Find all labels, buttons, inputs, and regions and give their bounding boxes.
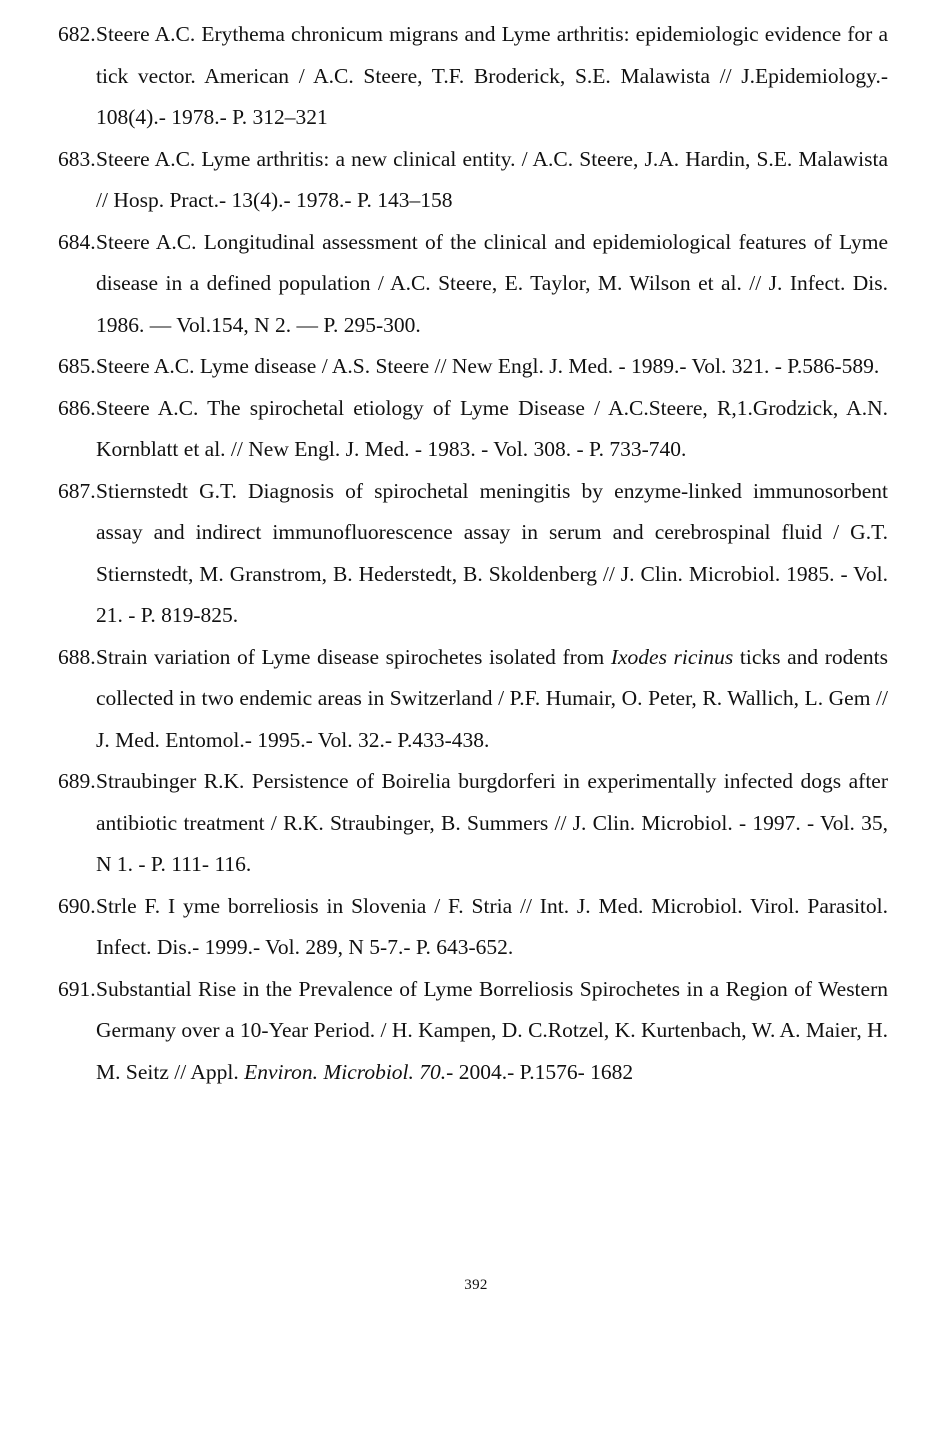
reference-number: 691. [58, 976, 96, 1001]
reference-item [58, 886, 888, 969]
reference-number: 687. [58, 478, 96, 503]
reference-text: Steere A.C. Lyme disease / A.S. Steere // New Engl. J. Med. - 1989.- Vol. 321. - P.586-589. [96, 354, 880, 378]
reference-list [58, 14, 888, 1093]
journal-name-italic: Environ. Microbiol. 70. [244, 1059, 447, 1084]
reference-text: Steere A.C. Lyme arthritis: a new clinical entity. / A.C. Steere, J.A. Hardin, S.E. Malawista // Hosp. Pract.- 13(4).- 1978.- P. 143–158 [96, 146, 888, 212]
reference-number: 686. [58, 395, 96, 420]
reference-text: Steere A.C. Erythema chronicum migrans and Lyme arthritis: epidemiologic evidence for a tick vector. American / A.C. Steere, T.F. Broderick, S.E. Malawista // J.Epidemiology.- 108(4).- 1978.- P. 312–321 [96, 22, 888, 129]
reference-text [96, 637, 888, 762]
reference-item [58, 471, 888, 637]
reference-number: 689. [58, 769, 96, 793]
reference-item [58, 388, 888, 471]
reference-text: Stiernstedt G.T. Diagnosis of spirochetal meningitis by enzyme-linked immunosorbent assay and indirect immunofluorescence assay in serum and cerebrospinal fluid / G.T. Stiernstedt, M. Granstrom, B. Hederstedt, B. Skoldenberg // J. Clin. Microbiol. 1985. - Vol. 21. - P. 819-825. [96, 478, 888, 627]
reference-item [58, 139, 888, 222]
reference-item [58, 222, 888, 347]
reference-text-start: Strain variation of Lyme disease spirochetes isolated from [96, 644, 611, 669]
reference-text: Steere A.C. Longitudinal assessment of the clinical and epidemiological features of Lyme disease in a defined population / A.C. Steere, E. Taylor, M. Wilson et al. // J. Infect. Dis. 1986. — Vol.154, N 2. — P. 295-300. [96, 229, 888, 337]
reference-item [58, 346, 888, 388]
reference-number: 683. [58, 146, 96, 171]
reference-number: 682. [58, 22, 96, 46]
reference-number: 690. [58, 893, 96, 918]
reference-text-end: - 2004.- P.1576- 1682 [446, 1059, 634, 1084]
reference-text: Strle F. I yme borreliosis in Slovenia / F. Stria // Int. J. Med. Microbiol. Virol. Parasitol. Infect. Dis.- 1999.- Vol. 289, N 5-7.- P. 643-652. [96, 893, 888, 959]
reference-text: Straubinger R.K. Persistence of Boirelia burgdorferi in experimentally infected dogs after antibiotic treatment / R.K. Straubinger, B. Summers // J. Clin. Microbiol. - 1997. - Vol. 35, N 1. - P. 111- 116. [96, 769, 888, 876]
reference-text: Steere A.C. The spirochetal etiology of Lyme Disease / A.C.Steere, R,1.Grodzick, A.N. Kornblatt et al. // New Engl. J. Med. - 1983. - Vol. 308. - P. 733-740. [96, 395, 888, 461]
reference-number: 684. [58, 229, 96, 254]
reference-text [96, 969, 888, 1094]
species-name-italic: Ixodes ricinus [610, 644, 734, 669]
reference-text-start: Substantial Rise in the Prevalence of Lyme Borreliosis Spirochetes in a Region of Western Germany over a 10-Year Period. / H. Kampen, D. C.Rotzel, K. Kurtenbach, W. A. Maier, H. M. Seitz // Appl. [96, 976, 888, 1084]
reference-item [58, 637, 888, 762]
reference-item [58, 969, 888, 1094]
reference-item [58, 761, 888, 886]
reference-number: 685. [58, 354, 96, 378]
reference-item [58, 14, 888, 139]
reference-number: 688. [58, 644, 96, 669]
reference-text-end: ticks and rodents collected in two endemic areas in Switzerland / P.F. Humair, O. Peter, R. Wallich, L. Gem // J. Med. Entomol.- 1995.- Vol. 32.- P.433-438. [96, 644, 888, 752]
page-number: 392 [464, 1277, 488, 1293]
